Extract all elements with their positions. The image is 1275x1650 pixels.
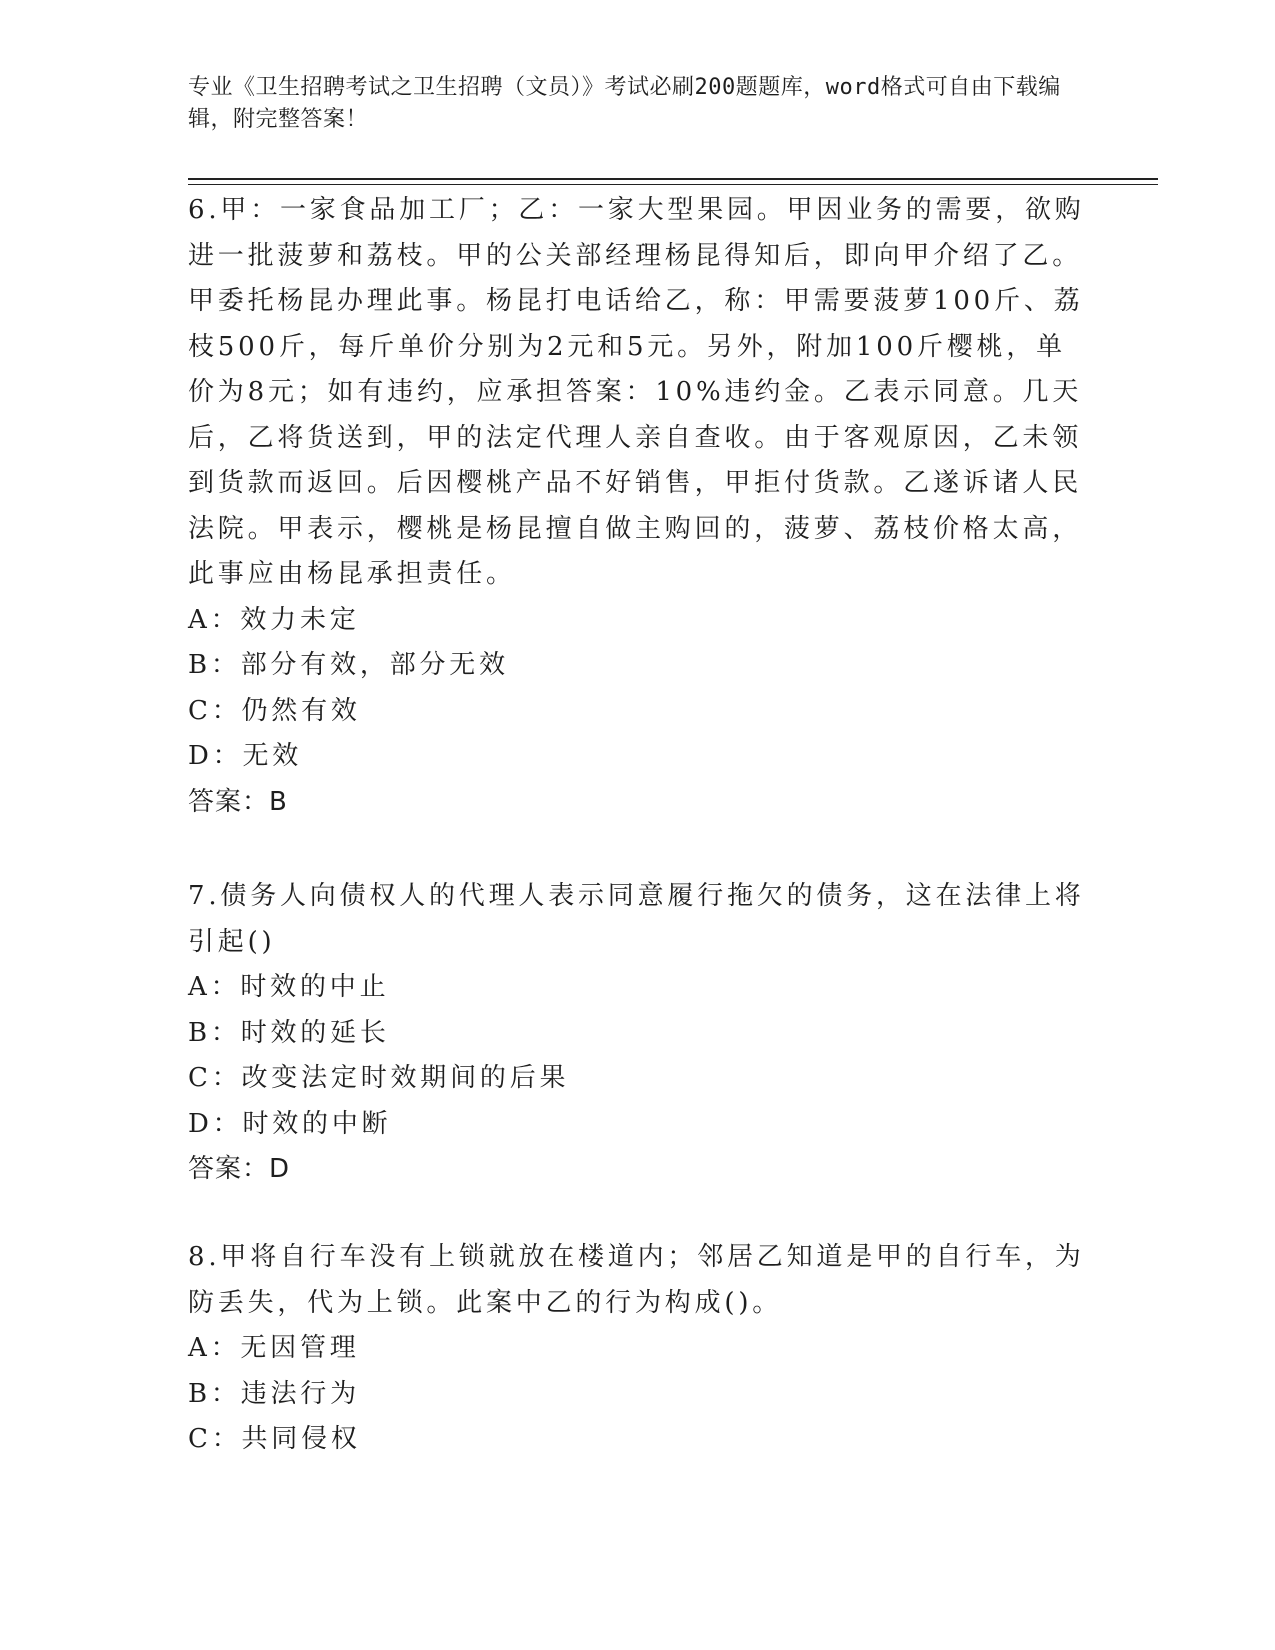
option-c: C：仍然有效 [188, 695, 361, 726]
option-c: C：共同侵权 [188, 1424, 361, 1454]
option-a: A：效力未定 [188, 604, 360, 635]
question-7 [188, 874, 1088, 1193]
answer-line: 答案：B [188, 786, 288, 817]
question-stem: 6.甲：一家食品加工厂；乙：一家大型果园。甲因业务的需要，欲购进一批菠萝和荔枝。甲的公关部经理杨昆得知后，即向甲介绍了乙。甲委托杨昆办理此事。杨昆打电话给乙，称：甲需要菠萝100斤、荔枝500斤，每斤单价分别为2元和5元。另外，附加100斤樱桃，单价为8元；如有违约，应承担答案：10%违约金。乙表示同意。几天后，乙将货送到，甲的法定代理人亲自查收。由于客观原因，乙未领到货款而返回。后因樱桃产品不好销售，甲拒付货款。乙遂诉诸人民法院。甲表示，樱桃是杨昆擅自做主购回的，菠萝、荔枝价格太高，此事应由杨昆承担责任。 [188, 195, 1085, 589]
header-rule-thick [188, 178, 1158, 180]
question-stem: 7.债务人向债权人的代理人表示同意履行拖欠的债务，这在法律上将引起() [188, 881, 1085, 957]
answer-line: 答案：D [188, 1154, 291, 1184]
option-c: C：改变法定时效期间的后果 [188, 1063, 570, 1093]
option-a: A：时效的中止 [188, 972, 390, 1002]
question-8 [188, 1235, 1088, 1463]
option-d: D：时效的中断 [188, 1108, 392, 1139]
header-rule-thin [188, 184, 1158, 185]
document-header: 专业《卫生招聘考试之卫生招聘（文员）》考试必刷200题题库，word格式可自由下载编辑，附完整答案！ [188, 75, 1061, 132]
question-6 [188, 188, 1088, 825]
option-b: B：部分有效，部分无效 [188, 650, 509, 680]
option-b: B：违法行为 [188, 1378, 360, 1409]
option-d: D：无效 [188, 741, 303, 771]
question-stem: 8.甲将自行车没有上锁就放在楼道内；邻居乙知道是甲的自行车，为防丢失，代为上锁。此案中乙的行为构成()。 [188, 1242, 1085, 1318]
option-a: A：无因管理 [188, 1333, 360, 1363]
option-b: B：时效的延长 [188, 1017, 390, 1048]
